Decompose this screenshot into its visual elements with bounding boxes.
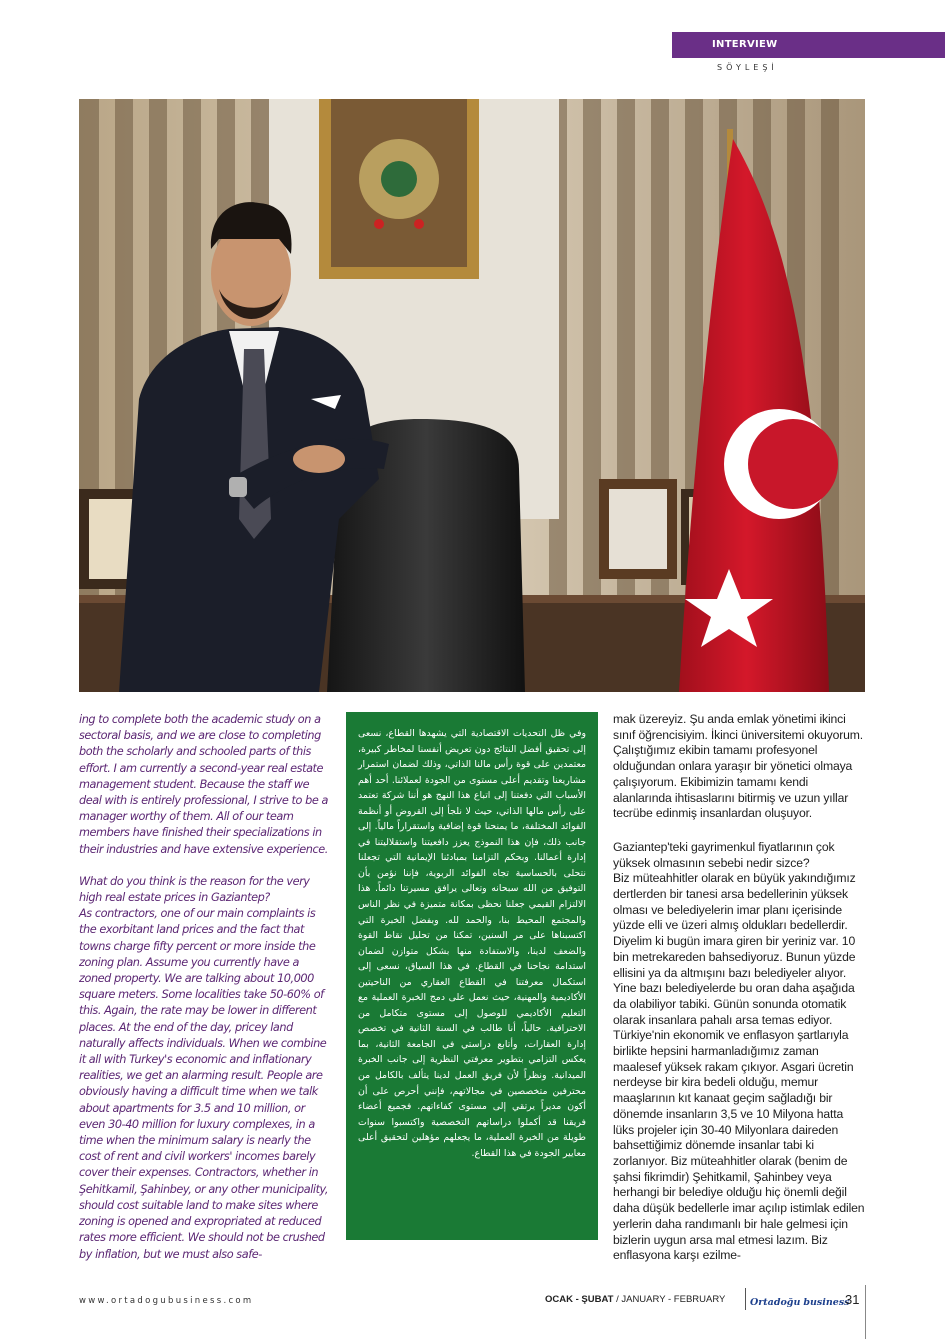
turkish-column xyxy=(613,712,866,1263)
english-paragraph: As contractors, one of our main complaints is the exorbitant land prices and the fact that towns charge fifty percent or more inside the zoning plan. Assume you currently have a zoned property. We are talking about 10,000 square meters. Some localities take 50-60% of this. Again, the rate may be lower in different places. At the end of the day, pricey land naturally affects individuals. When we combine it all with Turkey's economic and inflationary realities, we get an alarming result. People are obviously having a difficult time when we talk about apartments for 3.5 and 10 million, or even 30-40 million for luxury complexes, in a time when the minimum salary is nearly the cost of rent and civil workers' incomes barely cover their expenses. Contractors, whether in Şehitkamil, Şahinbey, or any other municipality, should cost suitable land to make sites where zoning is opened and expropriated at reduced rates more efficient. We should not be crushed by inflation, but we must also safe- xyxy=(79,907,329,1261)
issue-date-turkish: OCAK - ŞUBAT xyxy=(545,1294,614,1305)
section-label: INTERVIEW xyxy=(712,39,778,50)
english-paragraph: ing to complete both the academic study on a sectoral basis, and we are close to completing both the scholarly and schooled parts of this effort. I am currently a second-year real estate management student. Because the staff we deal with is entirely professional, I strive to be a manager worthy of them. All of our team members have finished their specializations in their industries and have extensive experience. xyxy=(79,713,328,856)
turkish-question-line: Gaziantep'teki gayrimenkul fiyatlarının çok xyxy=(613,839,835,854)
issue-date xyxy=(545,1294,725,1305)
logo-word-1: Ortadoğu xyxy=(750,1297,801,1308)
section-tab xyxy=(672,32,945,58)
website-url[interactable]: www.ortadogubusiness.com xyxy=(79,1296,254,1306)
turkish-paragraph: Biz müteahhitler olarak en büyük yakındığımız dertlerden bir tanesi arsa bedellerinin yüksek olması ve belediyelerin imar planı içerisinde yüzde elli ve üzeri almış oldukları bedellerdir. Diyelim ki bugün imara giren bir yeriniz var. 10 bin metrekareden bahsediyoruz. Bunun yüzde ellisini ya da altmışını bazı belediyeler alıyor. Yine bazı belediyelerde bu oran daha aşağıda da olabiliyor tabiki. Günün sonunda otomatik olarak insanlara pahalı arsa temas ediyor. Türkiye'nin ekonomik ve enflasyon şartlarıyla birlikte hepsini harmanladığımız zaman maalesef yüksek rakam çıkıyor. Asgari ücretin nerdeyse bir kira bedeli olduğu, memur maaşlarının kıt kanaat geçim sağladığı bir dönemde insanların 3,5 ve 10 Milyona hatta lüks projeler için 30-40 Milyonlara daireden bahsettiğimiz dönemde insanlar tabi ki zorlanıyor. Biz müteahhitler olarak (benim de şahsi fikrimdir) Şehitkamil, Şahinbey veya herhangi bir belediye olduğu hiç önemli değil daha düşük bedellerle imar açılıp istimlak edilen yerlerin daha randımanlı bir hale gelmesi için bizlerin uygun arsa mal etmesi lazım. Biz enflasyona karşı ezilme- xyxy=(613,871,865,1263)
page-number: 31 xyxy=(845,1292,860,1307)
english-column xyxy=(79,712,331,1261)
turkish-question xyxy=(613,840,866,871)
logo-word-2: business xyxy=(803,1297,850,1308)
page-edge-rule xyxy=(865,1285,866,1339)
turkish-question-line: yüksek olmasının sebebi nedir sizce? xyxy=(613,855,810,870)
turkish-paragraph: mak üzereyiz. Şu anda emlak yönetimi ikinci sınıf öğrencisiyim. İkinci üniversitemi okuyorum. Çalıştığımız ekibin tamamı profesyonel olduğundan onlara yaraşır bir yönetici olmaya çalışıyorum. Ekibimizin tamamı kendi alanlarında ihtisaslarını bitirmiş ve uzun yıllar tecrübe edinmiş insanlardan oluşuyor. xyxy=(613,712,864,821)
section-label-turkish: SÖYLEŞİ xyxy=(717,63,778,72)
arabic-paragraph: وفي ظل التحديات الاقتصادية التي يشهدها القطاع، نسعى إلى تحقيق أفضل النتائج دون تعريض أنفسنا لمخاطر كبيرة، معتمدين على قوة رأس مالنا الذاتي، وذلك لضمان استمرار مشاريعنا وتقديم أعلى مستوى من الجودة لعملائنا. أحد أهم الأسباب التي دفعتنا إلى اتباع هذا النهج هو أننا شركة تعتمد على رأس مالها الذاتي، حيث لا نلجأ إلى القروض أو أنظمة الفوائد المختلفة، ما يمنحنا قوة إضافية واستقراراً مالياً. إلى جانب ذلك، فإن هذا النموذج يعزز دافعيتنا واستقلاليتنا في إدارة أعمالنا. وبحكم التزامنا بمبادئنا الإيمانية التي تجعلنا نتحلى بالحساسية تجاه الفوائد الربوية، فإننا نؤمن بأن التوفيق من الله سبحانه وتعالى يرافق مسيرتنا دائماً. هذا الالتزام القيمي جعلنا نحظى بمكانة متميزة في نظر الناس والمجتمع المحيط بنا، والحمد لله. وبفضل الخبرة التي اكتسبناها على مر السنين، تمكنا من تحليل نقاط القوة والضعف لدينا، والاستفادة منها بشكل متوازن لضمان استدامة نجاحنا في القطاع. في هذا السياق، نسعى إلى استكمال معرفتنا في القطاع العقاري من الناحيتين الأكاديمية والمهنية، حيث نعمل على دمج الخبرة العملية مع التعليم الأكاديمي للوصول إلى مستوى متكامل من الاحترافية. حالياً، أنا طالب في السنة الثانية في تخصص إدارة العقارات، وأتابع دراستي في الجامعة الثانية، بما يعكس التزامي بتطوير معرفتي النظرية إلى جانب الخبرة الميدانية. ونظراً لأن فريق العمل لدينا يتألف بالكامل من محترفين متخصصين في مجالاتهم، فإنني أحرص على أن أكون مديراً يرتقي إلى مستوى كفاءاتهم. فجميع أعضاء فريقنا قد أكملوا دراساتهم التخصصية واكتسبوا سنوات طويلة من الخبرة العملية، ما يجعلهم مؤهلين لتحقيق أعلى معايير الجودة في هذا القطاع. xyxy=(358,728,586,1159)
english-question: What do you think is the reason for the very high real estate prices in Gaziantep? xyxy=(79,874,310,905)
issue-date-separator: / xyxy=(613,1294,622,1305)
arabic-column xyxy=(346,712,598,1240)
issue-date-english: JANUARY - FEBRUARY xyxy=(621,1294,726,1305)
footer-divider xyxy=(745,1288,746,1310)
portrait-photo xyxy=(79,99,865,692)
portrait-photo-icon xyxy=(79,99,865,692)
magazine-logo xyxy=(750,1290,850,1308)
